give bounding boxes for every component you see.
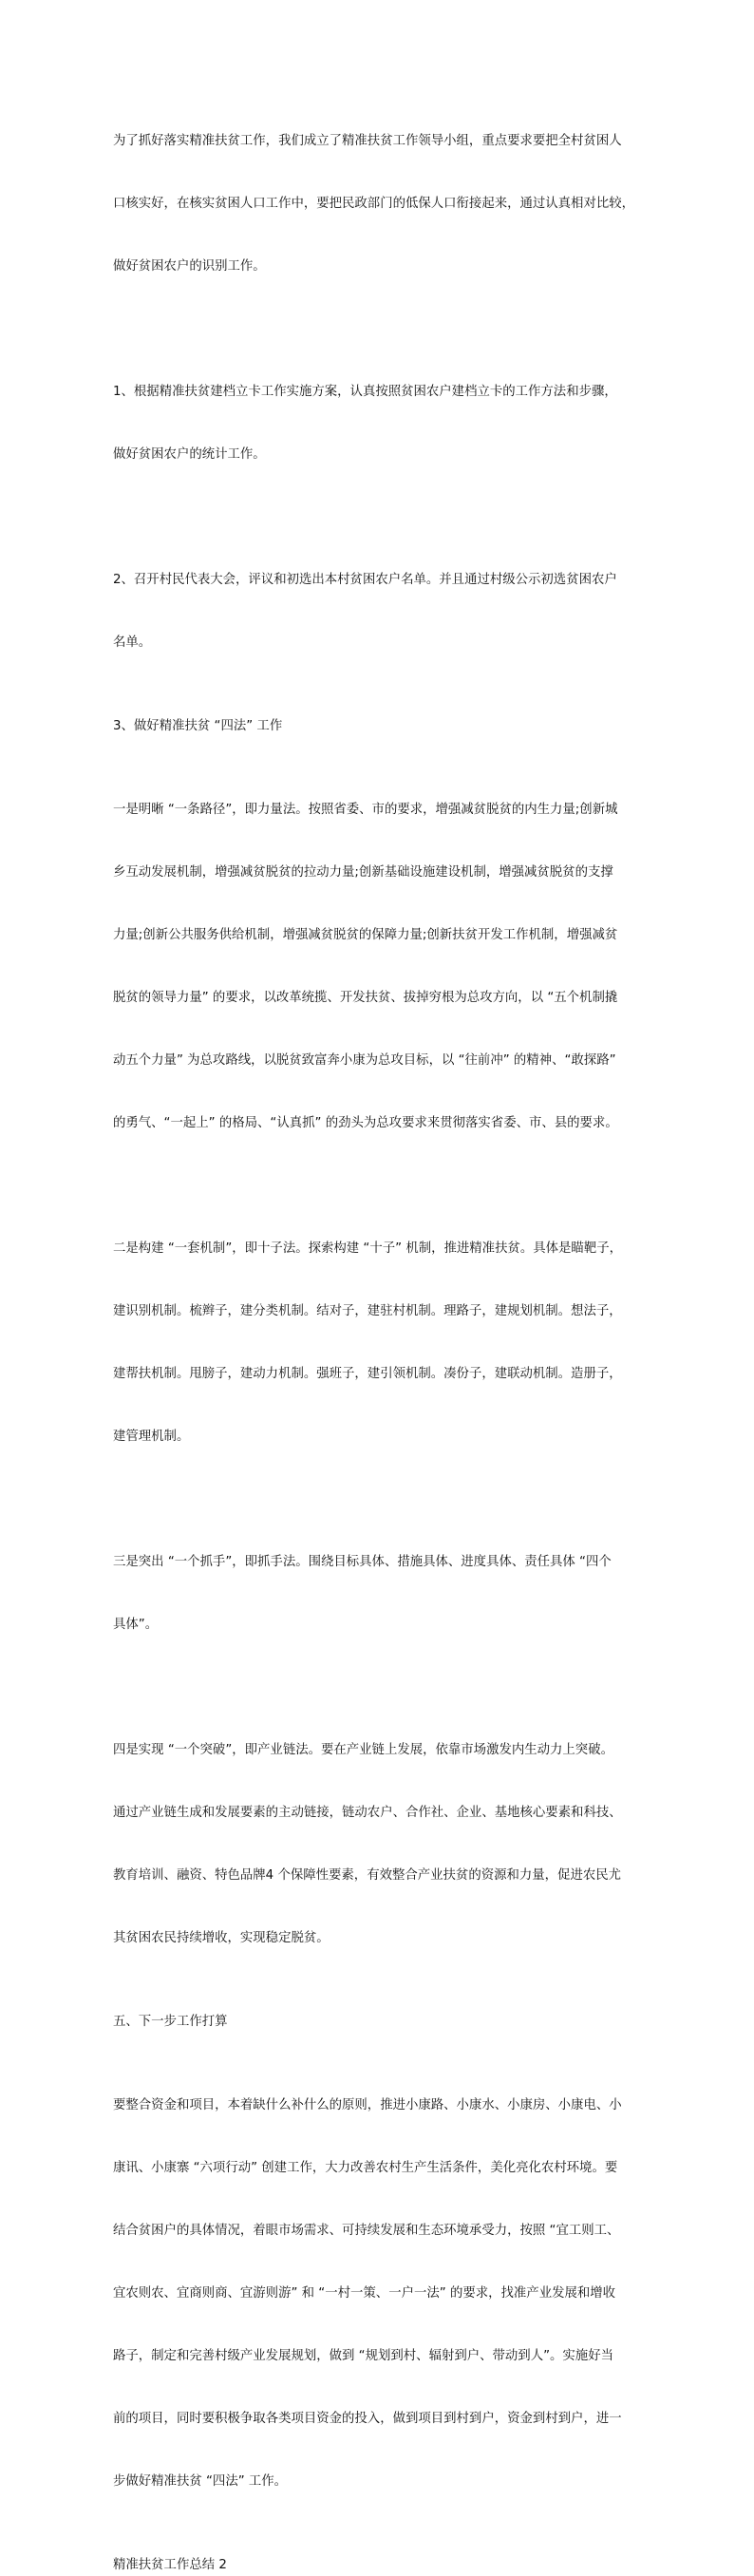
paragraph-item-2 — [113, 528, 645, 695]
text-line: 五、下一步工作打算 — [113, 2015, 228, 2029]
document-body — [113, 89, 645, 2576]
paragraph-gap — [113, 1176, 645, 1197]
text-line: 脱贫的领导力量” 的要求，以改革统揽、开发扶贫、拔掉穷根为总攻方向，以 “五个机制撬 — [113, 991, 618, 1005]
text-line: 精准扶贫工作总结 2 — [113, 2558, 227, 2572]
paragraph-item-3-heading — [113, 716, 645, 737]
text-line: 为了抓好落实精准扶贫工作，我们成立了精准扶贫工作领导小组，重点要求要把全村贫困人 — [113, 134, 622, 148]
text-line: 要整合资金和项目，本着缺什么补什么的原则，推进小康路、小康水、小康房、小康电、小 — [113, 2098, 622, 2112]
paragraph-gap — [113, 2534, 645, 2555]
text-line: 四是实现 “一个突破”，即产业链法。要在产业链上发展，依靠市场激发内生动力上突破。 — [113, 1743, 613, 1757]
text-line: 建管理机制。 — [113, 1430, 190, 1444]
text-line: 前的项目，同时要积极争取各类项目资金的投入，做到项目到村到户，资金到村到户，进一 — [113, 2412, 622, 2426]
paragraph-gap — [113, 507, 645, 528]
paragraph-second-method — [113, 1197, 645, 1489]
paragraph-item-1 — [113, 340, 645, 507]
section-title-summary-2 — [113, 2555, 645, 2576]
paragraph-gap — [113, 2033, 645, 2054]
text-line: 做好贫困农户的识别工作。 — [113, 259, 266, 274]
text-line: 动五个力量” 为总攻路线，以脱贫致富奔小康为总攻目标，以 “往前冲” 的精神、“敢探路” — [113, 1053, 616, 1068]
text-line: 2、召开村民代表大会，评议和初选出本村贫困农户名单。并且通过村级公示初选贫困农户 — [113, 573, 617, 587]
text-line: 三是突出 “一个抓手”，即抓手法。围绕目标具体、措施具体、进度具体、责任具体 “四个 — [113, 1555, 612, 1569]
text-line: 1、根据精准扶贫建档立卡工作实施方案，认真按照贫困农户建档立卡的工作方法和步骤， — [113, 385, 617, 399]
text-line: 做好贫困农户的统计工作。 — [113, 447, 266, 462]
text-line: 3、做好精准扶贫 “四法” 工作 — [113, 719, 283, 733]
paragraph-gap — [113, 319, 645, 340]
text-line: 通过产业链生成和发展要素的主动链接，链动农户、合作社、企业、基地核心要素和科技、 — [113, 1806, 622, 1820]
text-line: 力量;创新公共服务供给机制，增强减贫脱贫的保障力量;创新扶贫开发工作机制，增强减贫 — [113, 928, 618, 942]
paragraph-first-method — [113, 758, 645, 1176]
paragraph-third-method — [113, 1510, 645, 1677]
paragraph-gap — [113, 1677, 645, 1698]
text-line: 二是构建 “一套机制”，即十子法。探索构建 “十子” 机制，推进精准扶贫。具体是瞄靶子， — [113, 1241, 622, 1256]
paragraph-gap — [113, 737, 645, 758]
text-line: 路子，制定和完善村级产业发展规划，做到 “规划到村、辐射到户、带动到人”。实施好当 — [113, 2349, 613, 2363]
text-line: 宜农则农、宜商则商、宜游则游” 和 “一村一策、一户一法” 的要求，找准产业发展和增收 — [113, 2286, 616, 2301]
text-line: 具体”。 — [113, 1618, 159, 1632]
paragraph-next-steps — [113, 2054, 645, 2534]
text-line: 建识别机制。梳辫子，建分类机制。结对子，建驻村机制。理路子，建规划机制。想法子， — [113, 1304, 622, 1318]
paragraph-fourth-method — [113, 1698, 645, 1991]
text-line: 的勇气、“一起上” 的格局、“认真抓” 的劲头为总攻要求来贯彻落实省委、市、县的要求。 — [113, 1116, 618, 1130]
text-line: 其贫困农民持续增收，实现稳定脱贫。 — [113, 1931, 330, 1945]
paragraph-intro — [113, 89, 645, 319]
text-line: 口核实好，在核实贫困人口工作中，要把民政部门的低保人口衔接起来，通过认真相对比较， — [113, 197, 635, 211]
text-line: 乡互动发展机制，增强减贫脱贫的拉动力量;创新基础设施建设机制，增强减贫脱贫的支撑 — [113, 865, 613, 880]
section-heading-next-steps — [113, 2012, 645, 2033]
paragraph-gap — [113, 1489, 645, 1510]
text-line: 结合贫困户的具体情况，着眼市场需求、可持续发展和生态环境承受力，按照 “宜工则工、 — [113, 2224, 620, 2238]
text-line: 教育培训、融资、特色品牌4 个保障性要素，有效整合产业扶贫的资源和力量，促进农民尤 — [113, 1868, 622, 1883]
paragraph-gap — [113, 1991, 645, 2012]
text-line: 步做好精准扶贫 “四法” 工作。 — [113, 2474, 288, 2489]
text-line: 一是明晰 “一条路径”，即力量法。按照省委、市的要求，增强减贫脱贫的内生力量;创新城 — [113, 803, 618, 817]
text-line: 建帮扶机制。甩膀子，建动力机制。强班子，建引领机制。凑份子，建联动机制。造册子， — [113, 1367, 622, 1381]
text-line: 康讯、小康寨 “六项行动” 创建工作，大力改善农村生产生活条件，美化亮化农村环境。要 — [113, 2161, 618, 2175]
paragraph-gap — [113, 695, 645, 716]
text-line: 名单。 — [113, 635, 152, 650]
